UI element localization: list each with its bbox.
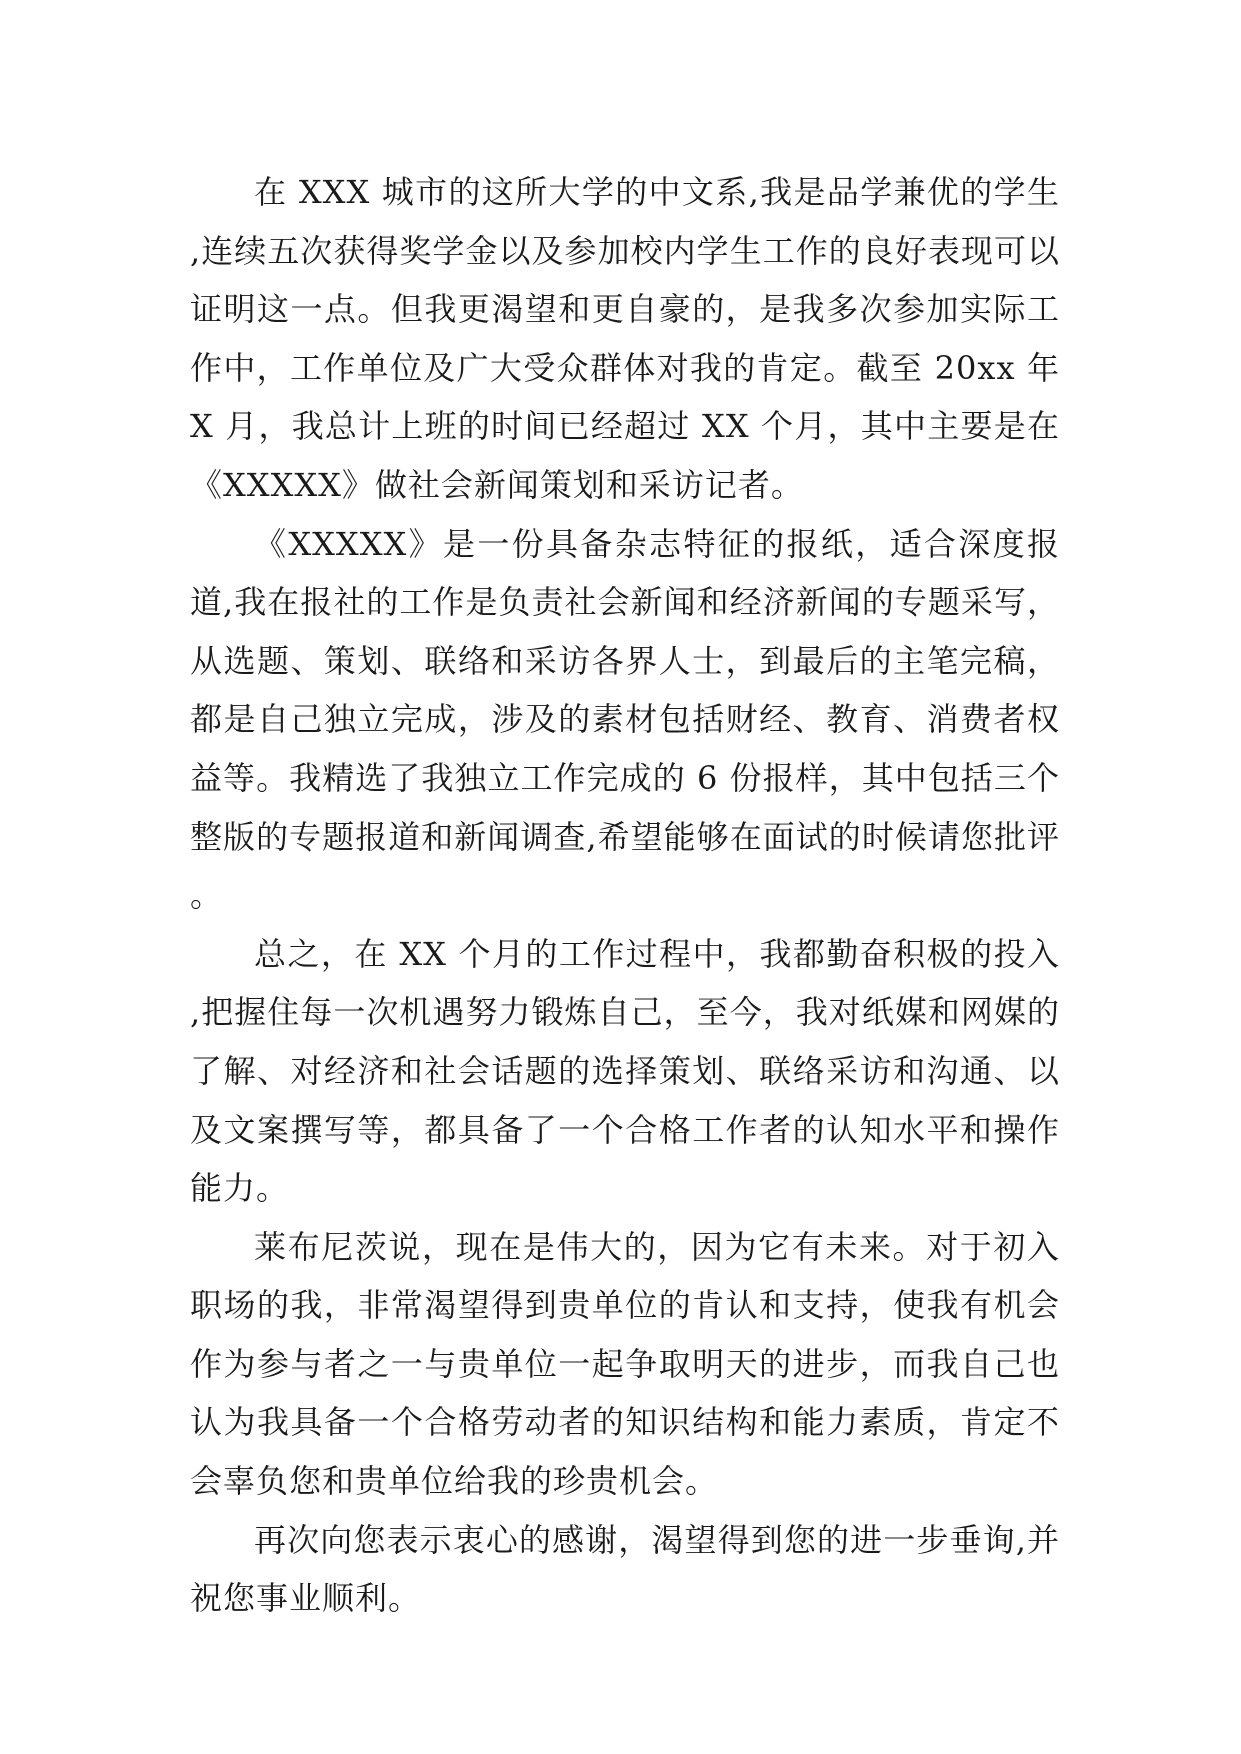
paragraph-aspiration: 莱布尼茨说，现在是伟大的，因为它有未来。对于初入职场的我，非常渴望得到贵单位的肯认和支持，使我有机会作为参与者之一与贵单位一起争取明天的进步，而我自己也认为我具备一个合格劳动者的知识结构和能力素质，肯定不会辜负您和贵单位给我的珍贵机会。 [190, 1227, 1060, 1501]
paragraph-closing: 再次向您表示衷心的感谢，渴望得到您的进一步垂询,并祝您事业顺利。 [190, 1520, 1060, 1618]
document-body [190, 163, 1060, 1628]
paragraph-newspaper-work: 《XXXXX》是一份具备杂志特征的报纸，适合深度报道,我在报社的工作是负责社会新闻和经济新闻的专题采写，从选题、策划、联络和采访各界人士，到最后的主笔完稿，都是自己独立完成，涉及的素材包括财经、教育、消费者权益等。我精选了我独立工作完成的 6 份报样，其中包括三个整版的专题报道和新闻调查,希望能够在面试的时候请您批评。 [190, 524, 1060, 915]
paragraph-summary: 总之，在 XX 个月的工作过程中，我都勤奋积极的投入,把握住每一次机遇努力锻炼自己，至今，我对纸媒和网媒的了解、对经济和社会话题的选择策划、联络采访和沟通、以及文案撰写等，都具备了一个合格工作者的认知水平和操作能力。 [190, 934, 1060, 1208]
paragraph-education: 在 XXX 城市的这所大学的中文系,我是品学兼优的学生,连续五次获得奖学金以及参加校内学生工作的良好表现可以证明这一点。但我更渴望和更自豪的，是我多次参加实际工作中，工作单位及广大受众群体对我的肯定。截至 20xx 年 X 月，我总计上班的时间已经超过 XX 个月，其中主要是在《XXXXX》做社会新闻策划和采访记者。 [190, 173, 1060, 504]
